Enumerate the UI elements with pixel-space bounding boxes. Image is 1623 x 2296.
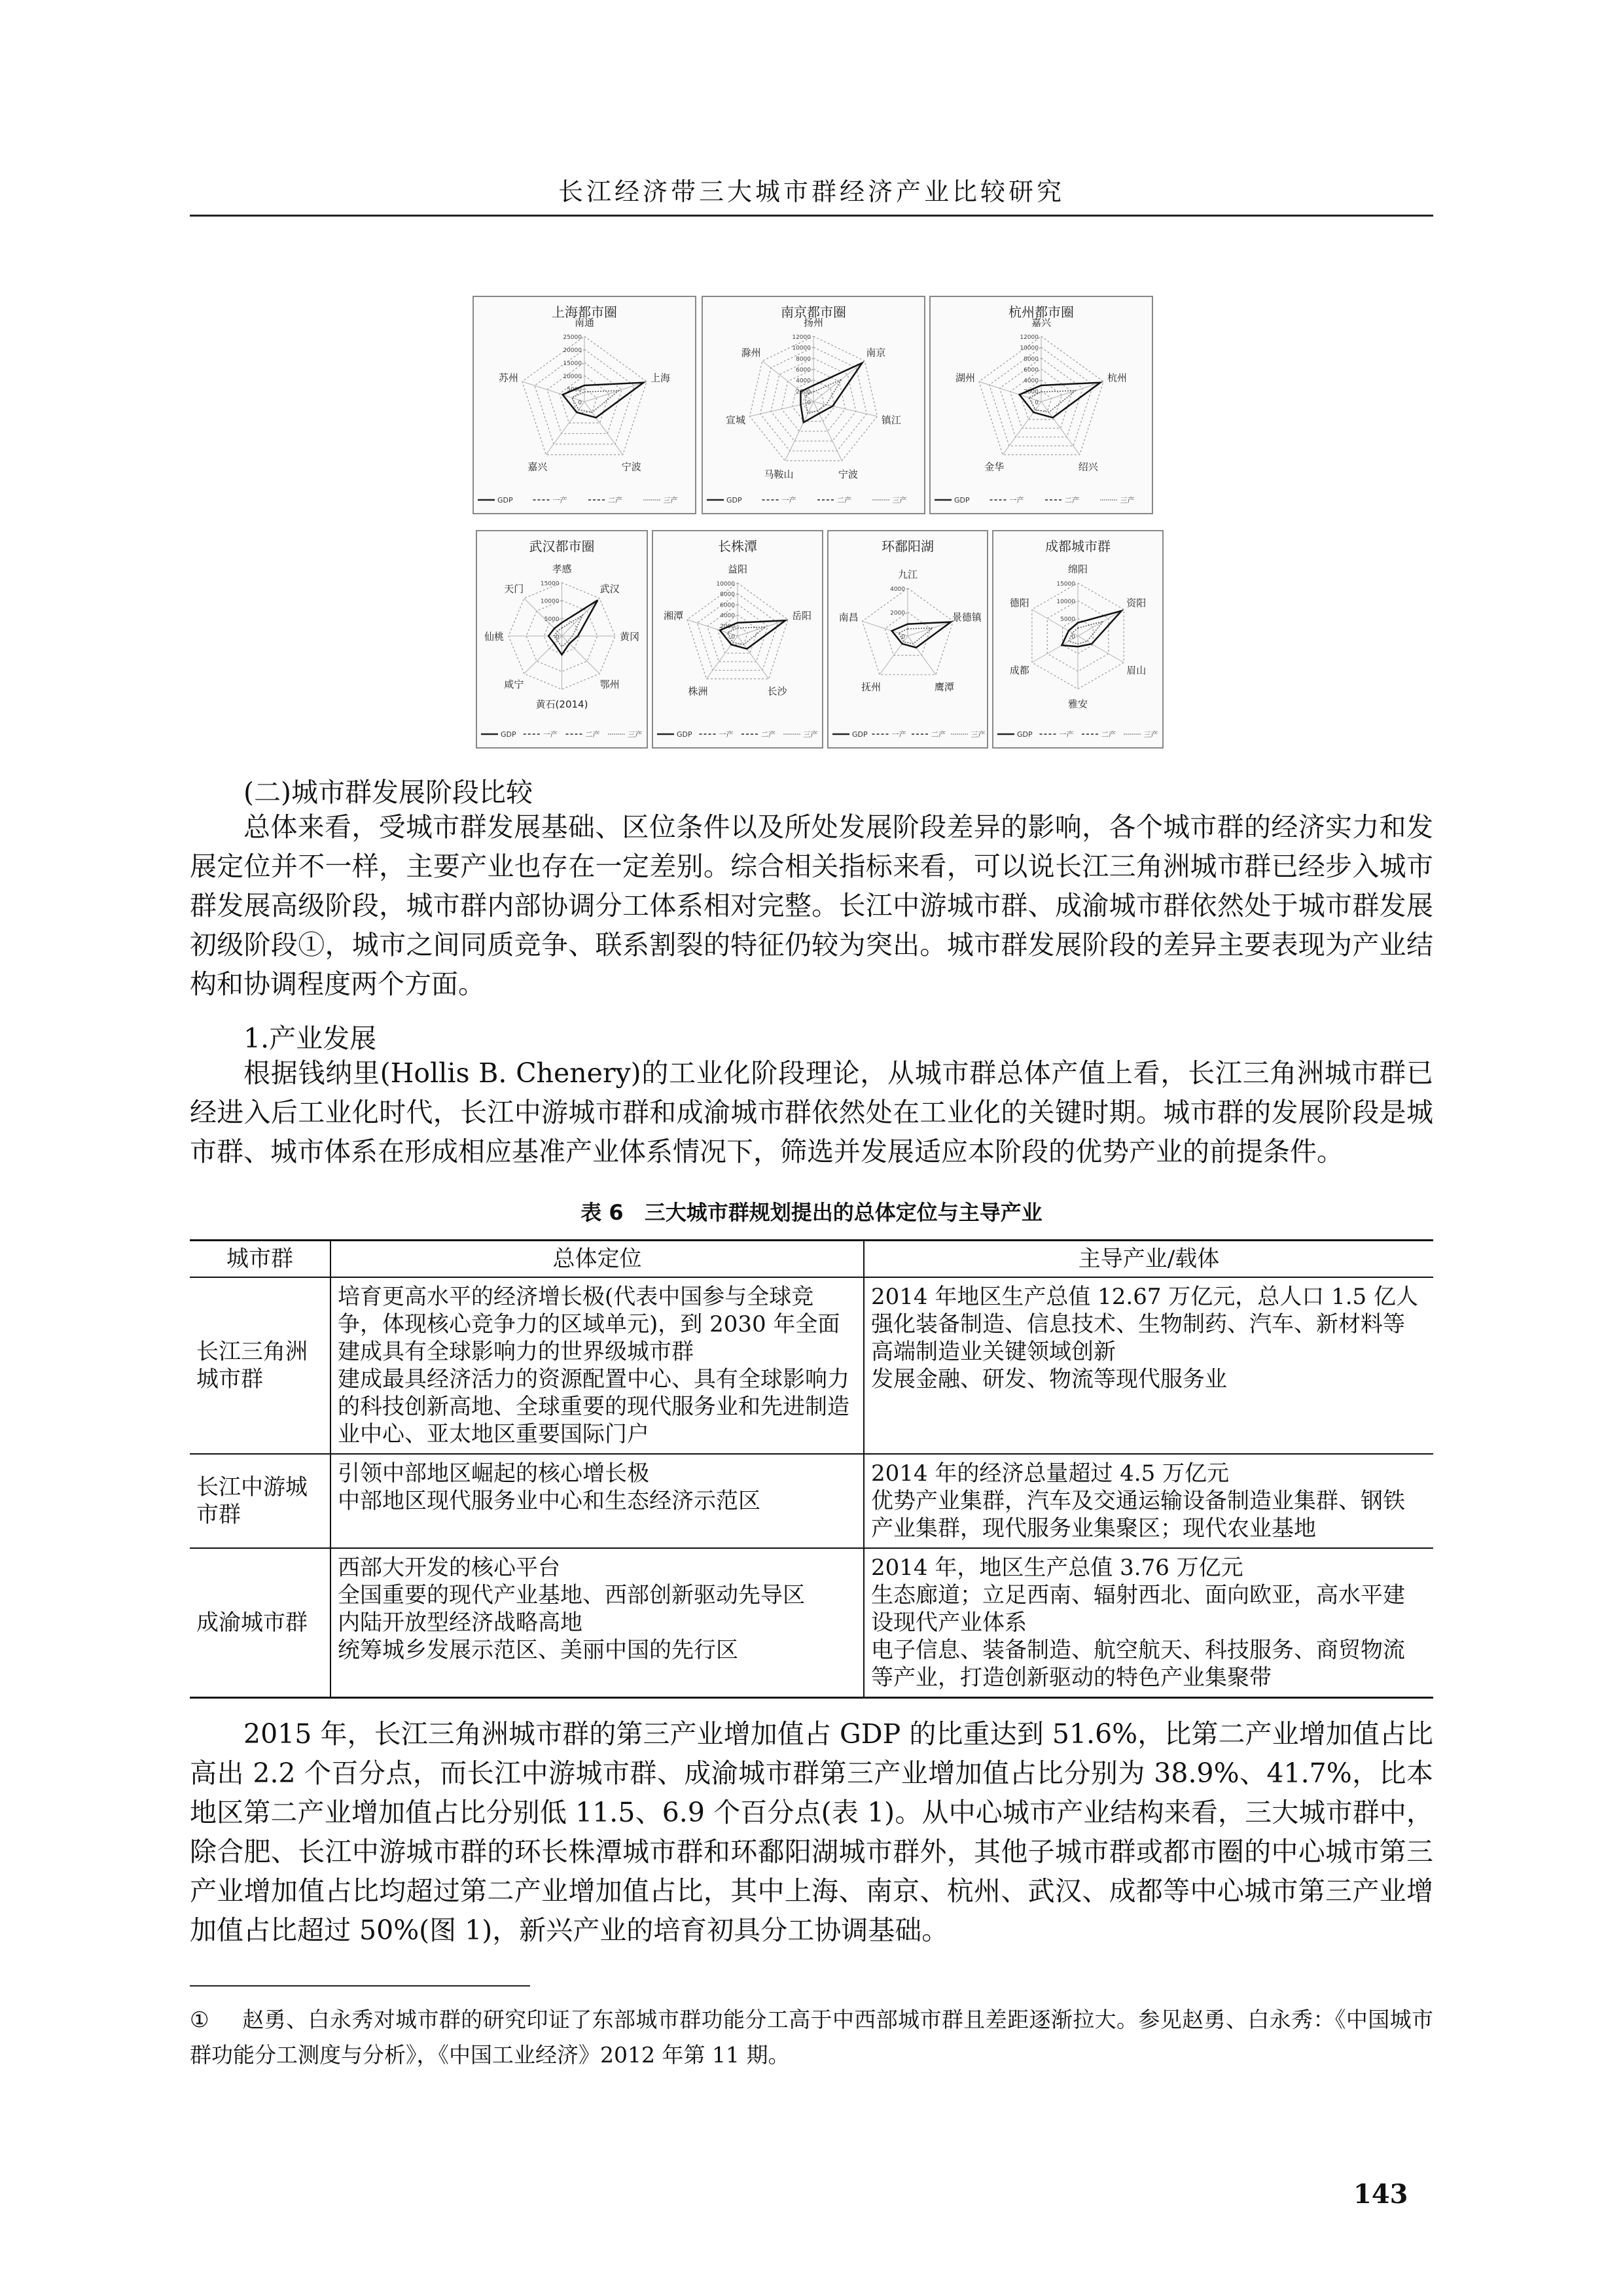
radar-spoke [584,402,623,455]
radar-tick-label: 12000 [792,334,811,341]
radar-panel [476,530,648,749]
radar-spoke [813,402,877,416]
radar-title: 环鄱阳湖 [882,539,934,554]
body-paragraph-1: 总体来看，受城市群发展基础、区位条件以及所处发展阶段差异的影响，各个城市群的经济实力和发展定位并不一样，主要产业也存在一定差别。综合相关指标来看，可以说长江三角洲城市群已经步入城市群发展高级阶段，城市群内部协调分工体系相对完整。长江中游城市群、成渝城市群依然处于城市群发展初级阶段①，城市之间同质竞争、联系割裂的特征仍较为突出。城市群发展阶段的差异主要表现为产业结构和协调程度两个方面。 [190,811,1433,1000]
radar-tick-label: 4000 [1024,378,1039,385]
table-row [190,1454,1433,1548]
radar-series-gdp [548,600,597,654]
radar-tick-label: 2000 [890,610,905,617]
radar-chart [703,297,924,513]
cell-city: 成渝城市群 [190,1548,330,1698]
section-heading: (二)城市群发展阶段比较 [243,777,533,808]
radar-tick-label: 20000 [563,347,582,354]
radar-title: 上海都市圈 [552,304,617,320]
radar-tick-label: 0 [807,400,811,406]
radar-vertex-label: 咸宁 [504,679,524,691]
legend-label: 三产 [1120,496,1135,504]
footnote [190,2002,1433,2073]
radar-vertex-label: 孝感 [552,563,572,575]
legend-label: 三产 [1143,730,1158,739]
radar-tick-label: 0 [1035,400,1039,406]
radar-vertex-label: 资阳 [1126,597,1147,609]
radar-series-other [806,380,842,414]
footnote-mark: ① [190,2007,209,2032]
legend-label: 一产 [891,730,906,739]
radar-vertex-label: 绵阳 [1067,563,1088,575]
radar-vertex-label: 景德镇 [952,611,982,624]
radar-chart [829,531,987,747]
radar-tick-label: 10000 [540,598,560,605]
positioning-line: 全国重要的现代产业基地、西部创新驱动先导区 [338,1582,805,1608]
radar-tick-label: 10000 [1056,599,1075,605]
radar-vertex-label: 湘潭 [664,610,684,622]
radar-panel [992,530,1164,749]
industry-line: 2014 年地区生产总值 12.67 万亿元，总人口 1.5 亿人 [871,1284,1418,1310]
radar-vertex-label: 绍兴 [1078,461,1098,473]
radar-tick-label: 8000 [1024,356,1039,363]
radar-vertex-label: 宣城 [726,414,746,427]
legend-label: GDP [677,730,692,739]
radar-tick-label: 0 [731,634,735,641]
cell-positioning [330,1454,864,1548]
radar-vertex-label: 苏州 [498,372,518,384]
legend-label: GDP [501,730,516,739]
positioning-line: 统筹城乡发展示范区、美丽中国的先行区 [338,1637,738,1663]
radar-vertex-label: 黄石(2014) [535,698,588,711]
footnote-rule [190,1985,530,1987]
cell-city: 长江中游城市群 [190,1454,330,1548]
radar-tick-label: 10000 [792,345,811,352]
radar-chart [931,297,1152,513]
radar-panel [929,296,1153,514]
radar-tick-label: 2000 [720,623,735,630]
cell-industry [864,1277,1433,1454]
radar-chart [993,531,1162,747]
legend-label: 三产 [803,730,818,739]
industry-line: 发展金融、研发、物流等现代服务业 [871,1366,1227,1392]
radar-spoke [880,636,908,675]
radar-spoke [738,636,769,679]
radar-vertex-label: 武汉 [599,582,620,595]
header-city: 城市群 [190,1241,330,1278]
positioning-table [190,1239,1433,1699]
radar-vertex-label: 鹰潭 [934,680,954,693]
radar-tick-label: 15000 [540,580,560,588]
table-header-row [190,1241,1433,1278]
table-caption: 表 6 三大城市群规划提出的总体定位与主导产业 [580,1200,1043,1225]
legend-label: 二产 [585,730,600,739]
radar-vertex-label: 鄂州 [599,679,620,691]
radar-tick-label: 8000 [720,592,735,599]
radar-vertex-label: 南京 [866,346,886,359]
radar-chart [477,531,647,747]
page-number: 143 [1353,2179,1408,2210]
positioning-line: 西部大开发的核心平台 [338,1555,560,1581]
radar-vertex-label: 马鞍山 [764,468,794,480]
radar-vertex-label: 株洲 [688,685,708,698]
positioning-line: 中部地区现代服务业中心和生态经济示范区 [338,1488,760,1514]
positioning-line: 引领中部地区崛起的核心增长极 [338,1460,649,1487]
radar-panel [652,530,823,749]
radar-vertex-label: 金华 [984,461,1005,473]
radar-vertex-label: 岳阳 [791,610,812,622]
legend-label: 一产 [1059,730,1074,739]
legend-label: 一产 [719,730,734,739]
industry-line: 2014 年，地区生产总值 3.76 万亿元 [871,1555,1243,1581]
legend-label: 二产 [608,496,622,504]
radar-tick-label: 2000 [1024,389,1039,396]
radar-series-gdp [892,622,951,648]
radar-tick-label: 5000 [544,616,560,623]
industry-line: 优势产业集群，汽车及交通运输设备制造业集群、钢铁产业集群，现代服务业集聚区；现代农业基地 [871,1488,1405,1542]
positioning-line: 培育更高水平的经济增长极(代表中国参与全球竞争，体现核心竞争力的区域单元)，到 2030 年全面建成具有全球影响力的世界级城市群 [338,1284,840,1365]
radar-tick-label: 4000 [720,612,735,620]
legend-label: 一产 [781,496,796,504]
industry-line: 强化装备制造、信息技术、生物制药、汽车、新材料等高端制造业关键领域创新 [871,1311,1405,1365]
radar-tick-label: 10000 [716,581,735,588]
legend-label: 一产 [1009,496,1024,504]
radar-chart [474,297,695,513]
legend-label: GDP [852,730,868,739]
positioning-line: 内陆开放型经济战略高地 [338,1610,582,1636]
legend-label: GDP [1017,730,1033,739]
radar-vertex-label: 黄冈 [619,631,640,643]
radar-title: 长株潭 [718,539,757,554]
radar-panel [827,530,988,749]
radar-vertex-label: 镇江 [881,414,901,427]
header-rule [190,215,1433,217]
cell-positioning [330,1548,864,1698]
legend-label: GDP [726,496,742,504]
radar-tick-label: 15000 [1056,581,1075,588]
radar-vertex-label: 德阳 [1009,597,1029,609]
industry-line: 电子信息、装备制造、航空航天、科技服务、商贸物流等产业，打造创新驱动的特色产业集聚带 [871,1637,1405,1691]
footnote-text: 赵勇、白永秀对城市群的研究印证了东部城市群功能分工高于中西部城市群且差距逐渐拉大。参见赵勇、白永秀：《中国城市群功能分工测度与分析》，《中国工业经济》2012 年第 11 期。 [190,2007,1433,2068]
radar-vertex-label: 九江 [897,569,918,580]
body-paragraph-3: 2015 年，长江三角洲城市群的第三产业增加值占 GDP 的比重达到 51.6%，比第二产业增加值占比高出 2.2 个百分点，而长江中游城市群、成渝城市群第三产业增加值占比分别为 38.9%、41.7%，比本地区第二产业增加值占比分别低 11.5、6.9 个百分点(表 1)。从中心城市产业结构来看，三大城市群中，除合肥、长江中游城市群的环长株潭城市群和环鄱阳湖城市群外，其他子城市群或都市圈的中心城市第三产业增加值占比均超过第二产业增加值占比，其中上海、南京、杭州、武汉、成都等中心城市第三产业增加值占比超过 50%(图 1)，新兴产业的培育初具分工协调基础。 [190,1718,1433,1946]
legend-label: 一产 [543,730,558,739]
radar-tick-label: 4000 [890,586,905,593]
legend-label: 二产 [931,730,946,739]
radar-tick-label: 10000 [563,374,582,380]
radar-tick-label: 5000 [567,387,582,393]
radar-tick-label: 25000 [563,334,582,341]
cell-city: 长江三角洲城市群 [190,1277,330,1454]
radar-panel [473,296,696,514]
radar-vertex-label: 长沙 [767,685,787,698]
legend-label: 二产 [837,496,851,504]
radar-tick-label: 15000 [563,361,582,367]
radar-vertex-label: 嘉兴 [527,461,548,473]
radar-tick-label: 10000 [1020,345,1039,352]
radar-vertex-label: 上海 [651,372,671,384]
radar-title: 成都城市群 [1045,539,1111,554]
radar-vertex-label: 南通 [574,317,595,328]
subheading: 1.产业发展 [243,1023,377,1054]
cell-positioning [330,1277,864,1454]
body-paragraph-2: 根据钱纳里(Hollis B. Chenery)的工业化阶段理论，从城市群总体产值上看，长江三角洲城市群已经进入后工业化时代，长江中游城市群和成渝城市群依然处在工业化的关键时期。城市群的发展阶段是城市群、城市体系在形成相应基准产业体系情况下，筛选并发展适应本阶段的优势产业的前提条件。 [190,1057,1433,1167]
radar-title: 杭州都市圈 [1008,304,1074,320]
radar-tick-label: 6000 [1024,367,1039,374]
radar-tick-label: 8000 [796,356,811,363]
radar-tick-label: 0 [901,634,905,641]
radar-spoke [908,636,936,675]
radar-spoke [562,636,600,674]
legend-label: 三产 [628,730,643,739]
legend-label: 二产 [1065,496,1079,504]
radar-vertex-label: 南昌 [838,611,859,624]
legend-label: 三产 [971,730,986,739]
legend-label: GDP [497,496,513,504]
radar-tick-label: 5000 [1060,616,1075,623]
radar-vertex-label: 扬州 [803,317,824,328]
radar-vertex-label: 眉山 [1126,664,1147,677]
legend-label: 二产 [761,730,776,739]
header-positioning: 总体定位 [330,1241,864,1278]
industry-line: 生态廊道；立足西南、辐射西北、面向欧亚，高水平建设现代产业体系 [871,1582,1405,1636]
legend-label: 三产 [892,496,907,504]
radar-vertex-label: 宁波 [621,461,641,473]
radar-panel [702,296,925,514]
radar-tick-label: 6000 [796,367,811,374]
positioning-line: 建成最具经济活力的资源配置中心、具有全球影响力的科技创新高地、全球重要的现代服务业和先进制造业中心、亚太地区重要国际门户 [338,1366,849,1447]
cell-industry [864,1454,1433,1548]
cell-industry [864,1548,1433,1698]
radar-title: 南京都市圈 [781,304,846,320]
radar-tick-label: 0 [578,400,582,406]
radar-tick-label: 0 [1071,634,1075,641]
radar-vertex-label: 宁波 [838,468,858,480]
radar-vertex-label: 杭州 [1107,372,1128,384]
table-row [190,1548,1433,1698]
radar-vertex-label: 滁州 [741,346,761,359]
radar-tick-label: 4000 [796,378,811,385]
radar-vertex-label: 益阳 [727,563,748,575]
radar-vertex-label: 雅安 [1067,698,1088,710]
legend-label: 三产 [663,496,678,504]
legend-label: GDP [954,496,970,504]
radar-vertex-label: 湖州 [955,372,975,384]
radar-vertex-label: 抚州 [861,680,882,693]
table-row [190,1277,1433,1454]
radar-title: 武汉都市圈 [529,539,595,554]
radar-vertex-label: 天门 [504,582,524,595]
radar-tick-label: 12000 [1020,334,1039,341]
radar-spoke [524,636,562,674]
running-head: 长江经济带三大城市群经济产业比较研究 [558,177,1065,206]
radar-tick-label: 6000 [720,602,735,609]
radar-tick-label: 2000 [796,389,811,396]
header-industry: 主导产业/载体 [864,1241,1433,1278]
radar-spoke [750,402,813,416]
radar-vertex-label: 仙桃 [484,631,505,643]
radar-tick-label: 0 [555,634,560,641]
legend-label: 一产 [552,496,567,504]
radar-vertex-label: 嘉兴 [1031,317,1052,328]
radar-vertex-label: 成都 [1009,664,1029,677]
legend-label: 二产 [1101,730,1116,739]
industry-line: 2014 年的经济总量超过 4.5 万亿元 [871,1460,1230,1487]
radar-chart [653,531,822,747]
